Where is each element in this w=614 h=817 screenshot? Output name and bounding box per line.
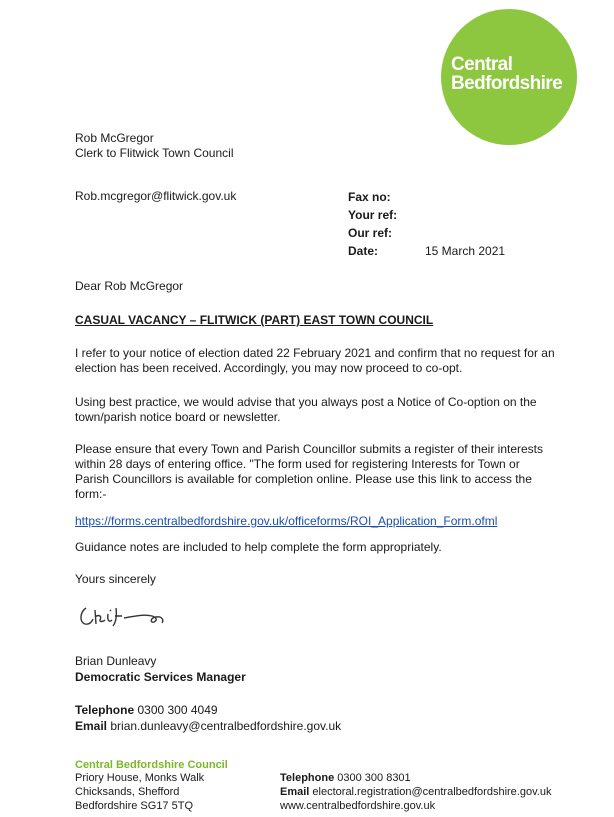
footer-email-label: Email: [280, 786, 310, 798]
paragraph-4: Guidance notes are included to help complete the form appropriately.: [75, 540, 442, 554]
sender-telephone: [75, 703, 218, 717]
footer-telephone: [280, 771, 411, 785]
sender-email: [75, 719, 341, 733]
paragraph-3-line-1: Please ensure that every Town and Parish Councillor submits a register of their interests: [75, 442, 544, 456]
paragraph-2-line-1: Using best practice, we would advise that you always post a Notice of Co-option on the: [75, 395, 537, 409]
footer-email: [280, 785, 551, 799]
sender-telephone-value: 0300 300 4049: [137, 703, 218, 717]
signature-image: [76, 598, 176, 634]
salutation: Dear Rob McGregor: [75, 279, 184, 293]
paragraph-3-line-4: form:-: [75, 487, 107, 501]
paragraph-1-line-2: election has been received. Accordingly, you may now proceed to co-opt.: [75, 361, 463, 375]
subject-heading: CASUAL VACANCY – FLITWICK (PART) EAST TOWN COUNCIL: [75, 313, 434, 327]
recipient-title: Clerk to Flitwick Town Council: [75, 146, 234, 160]
recipient-name: Rob McGregor: [75, 131, 154, 145]
footer-telephone-value: 0300 300 8301: [337, 772, 411, 784]
our-ref-label: Our ref:: [348, 226, 393, 240]
logo-line-1: Central: [451, 54, 513, 75]
paragraph-2-line-2: town/parish notice board or newsletter.: [75, 410, 281, 424]
your-ref-label: Your ref:: [348, 208, 398, 222]
footer-telephone-label: Telephone: [280, 772, 335, 784]
roi-form-link[interactable]: https://forms.centralbedfordshire.gov.uk/officeforms/ROI_Application_Form.ofml: [75, 514, 498, 528]
fax-label: Fax no:: [348, 190, 391, 204]
footer-address-3: Bedfordshire SG17 5TQ: [75, 800, 194, 812]
footer-address-2: Chicksands, Shefford: [75, 786, 180, 798]
sender-telephone-label: Telephone: [75, 703, 135, 717]
footer-website: www.centralbedfordshire.gov.uk: [280, 800, 436, 812]
sender-name: Brian Dunleavy: [75, 654, 157, 668]
footer-email-value: electoral.registration@centralbedfordshire.gov.uk: [312, 786, 552, 798]
footer-org-name: Central Bedfordshire Council: [75, 759, 228, 771]
recipient-email: Rob.mcgregor@flitwick.gov.uk: [75, 189, 237, 203]
sender-email-label: Email: [75, 719, 108, 733]
logo-line-2: Bedfordshire: [451, 73, 563, 94]
date-label: Date:: [348, 244, 379, 258]
sender-email-value: brian.dunleavy@centralbedfordshire.gov.uk: [110, 719, 342, 733]
sender-role: Democratic Services Manager: [75, 670, 246, 684]
central-bedfordshire-logo: [441, 9, 577, 145]
closing: Yours sincerely: [75, 572, 156, 586]
paragraph-3-line-2: within 28 days of entering office. "The form used for registering Interests for Town or: [75, 457, 520, 471]
footer-address-1: Priory House, Monks Walk: [75, 772, 205, 784]
date-value: 15 March 2021: [425, 244, 506, 258]
logo-text: [451, 55, 562, 93]
paragraph-1-line-1: I refer to your notice of election dated 22 February 2021 and confirm that no request for an: [75, 346, 555, 360]
paragraph-3-line-3: Parish Councillors is available for completion online. Please use this link to access the: [75, 472, 532, 486]
